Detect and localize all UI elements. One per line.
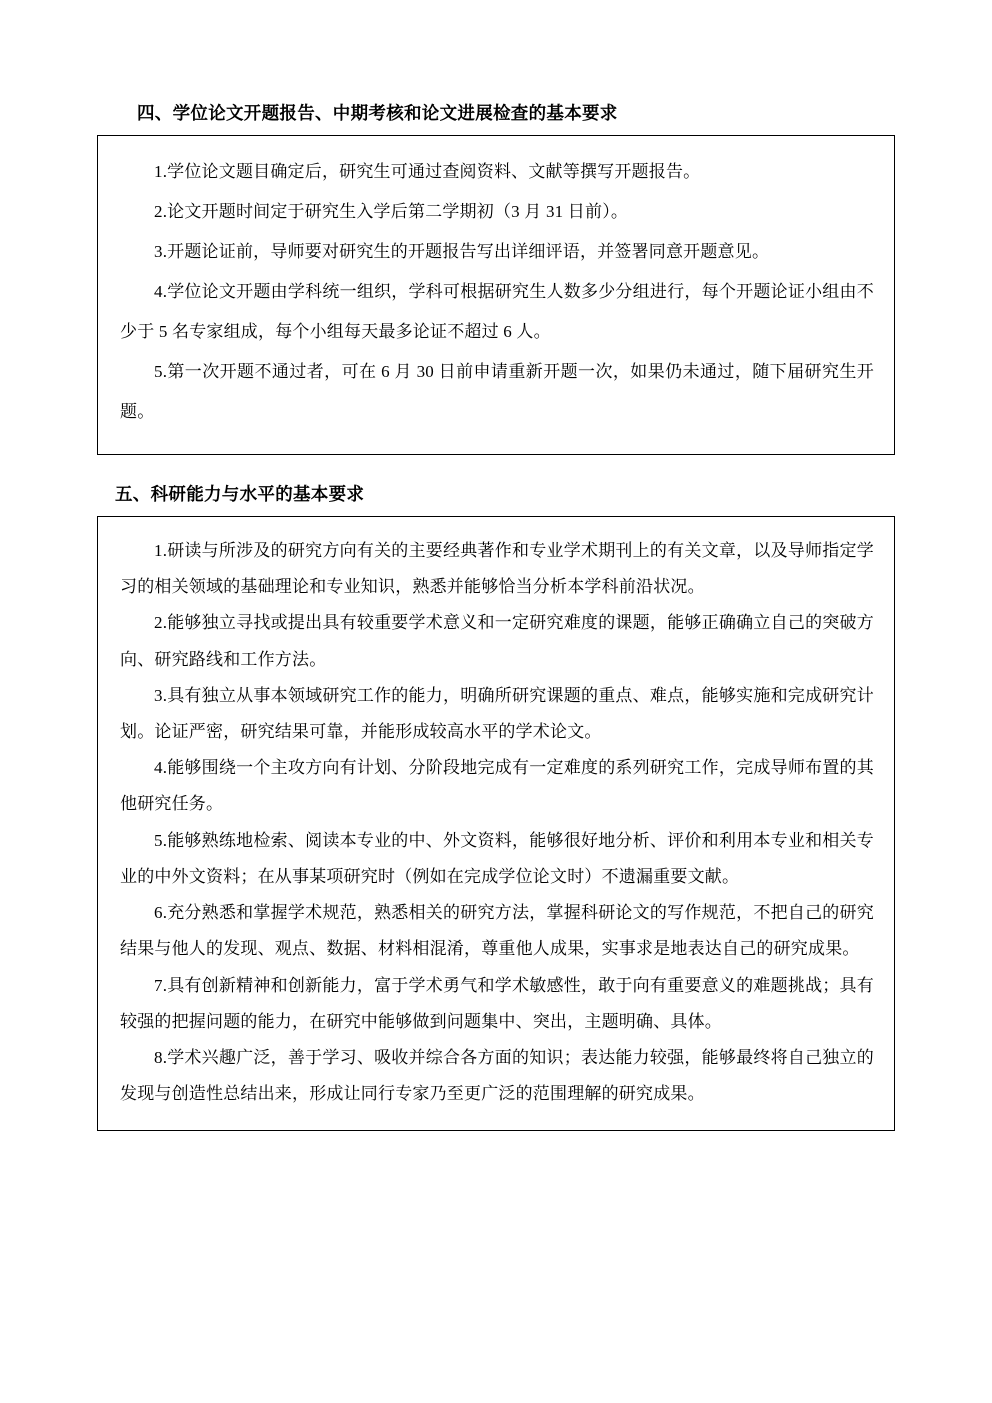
list-item: 1.学位论文题目确定后，研究生可通过查阅资料、文献等撰写开题报告。 xyxy=(154,162,701,182)
list-item: 7.具有创新精神和创新能力，富于学术勇气和学术敏感性，敢于向有重要意义的难题挑战；具有较强的把握问题的能力，在研究中能够做到问题集中、突出，主题明确、具体。 xyxy=(120,975,874,1031)
list-item: 4.能够围绕一个主攻方向有计划、分阶段地完成有一定难度的系列研究工作，完成导师布置的其他研究任务。 xyxy=(120,758,874,814)
section-five-content-box xyxy=(97,516,895,1131)
list-item: 3.具有独立从事本领域研究工作的能力，明确所研究课题的重点、难点，能够实施和完成研究计划。论证严密，研究结果可靠，并能形成较高水平的学术论文。 xyxy=(120,685,874,742)
list-item: 8.学术兴趣广泛，善于学习、吸收并综合各方面的知识；表达能力较强，能够最终将自己独立的发现与创造性总结出来，形成让同行专家乃至更广泛的范围理解的研究成果。 xyxy=(120,1047,874,1104)
section-five xyxy=(97,481,895,1132)
list-item: 2.能够独立寻找或提出具有较重要学术意义和一定研究难度的课题，能够正确确立自己的突破方向、研究路线和工作方法。 xyxy=(120,613,874,669)
list-item: 5.能够熟练地检索、阅读本专业的中、外文资料，能够很好地分析、评价和利用本专业和相关专业的中外文资料；在从事某项研究时（例如在完成学位论文时）不遗漏重要文献。 xyxy=(120,830,874,886)
list-item: 1.研读与所涉及的研究方向有关的主要经典著作和专业学术期刊上的有关文章，以及导师指定学习的相关领域的基础理论和专业知识，熟悉并能够恰当分析本学科前沿状况。 xyxy=(120,541,874,597)
list-item: 5.第一次开题不通过者，可在 6 月 30 日前申请重新开题一次，如果仍未通过，随下届研究生开题。 xyxy=(120,361,874,421)
section-five-heading: 五、科研能力与水平的基本要求 xyxy=(115,483,365,504)
section-four xyxy=(97,100,895,455)
list-item: 6.充分熟悉和掌握学术规范，熟悉相关的研究方法，掌握科研论文的写作规范，不把自己的研究结果与他人的发现、观点、数据、材料相混淆，尊重他人成果，实事求是地表达自己的研究成果。 xyxy=(120,903,874,959)
list-item: 3.开题论证前，导师要对研究生的开题报告写出详细评语，并签署同意开题意见。 xyxy=(154,242,770,262)
list-item: 2.论文开题时间定于研究生入学后第二学期初（3 月 31 日前）。 xyxy=(154,202,629,222)
list-item: 4.学位论文开题由学科统一组织，学科可根据研究生人数多少分组进行，每个开题论证小组由不少于 5 名专家组成，每个小组每天最多论证不超过 6 人。 xyxy=(120,282,874,341)
section-four-content-box xyxy=(97,135,895,455)
section-four-heading: 四、学位论文开题报告、中期考核和论文进展检查的基本要求 xyxy=(137,103,618,123)
